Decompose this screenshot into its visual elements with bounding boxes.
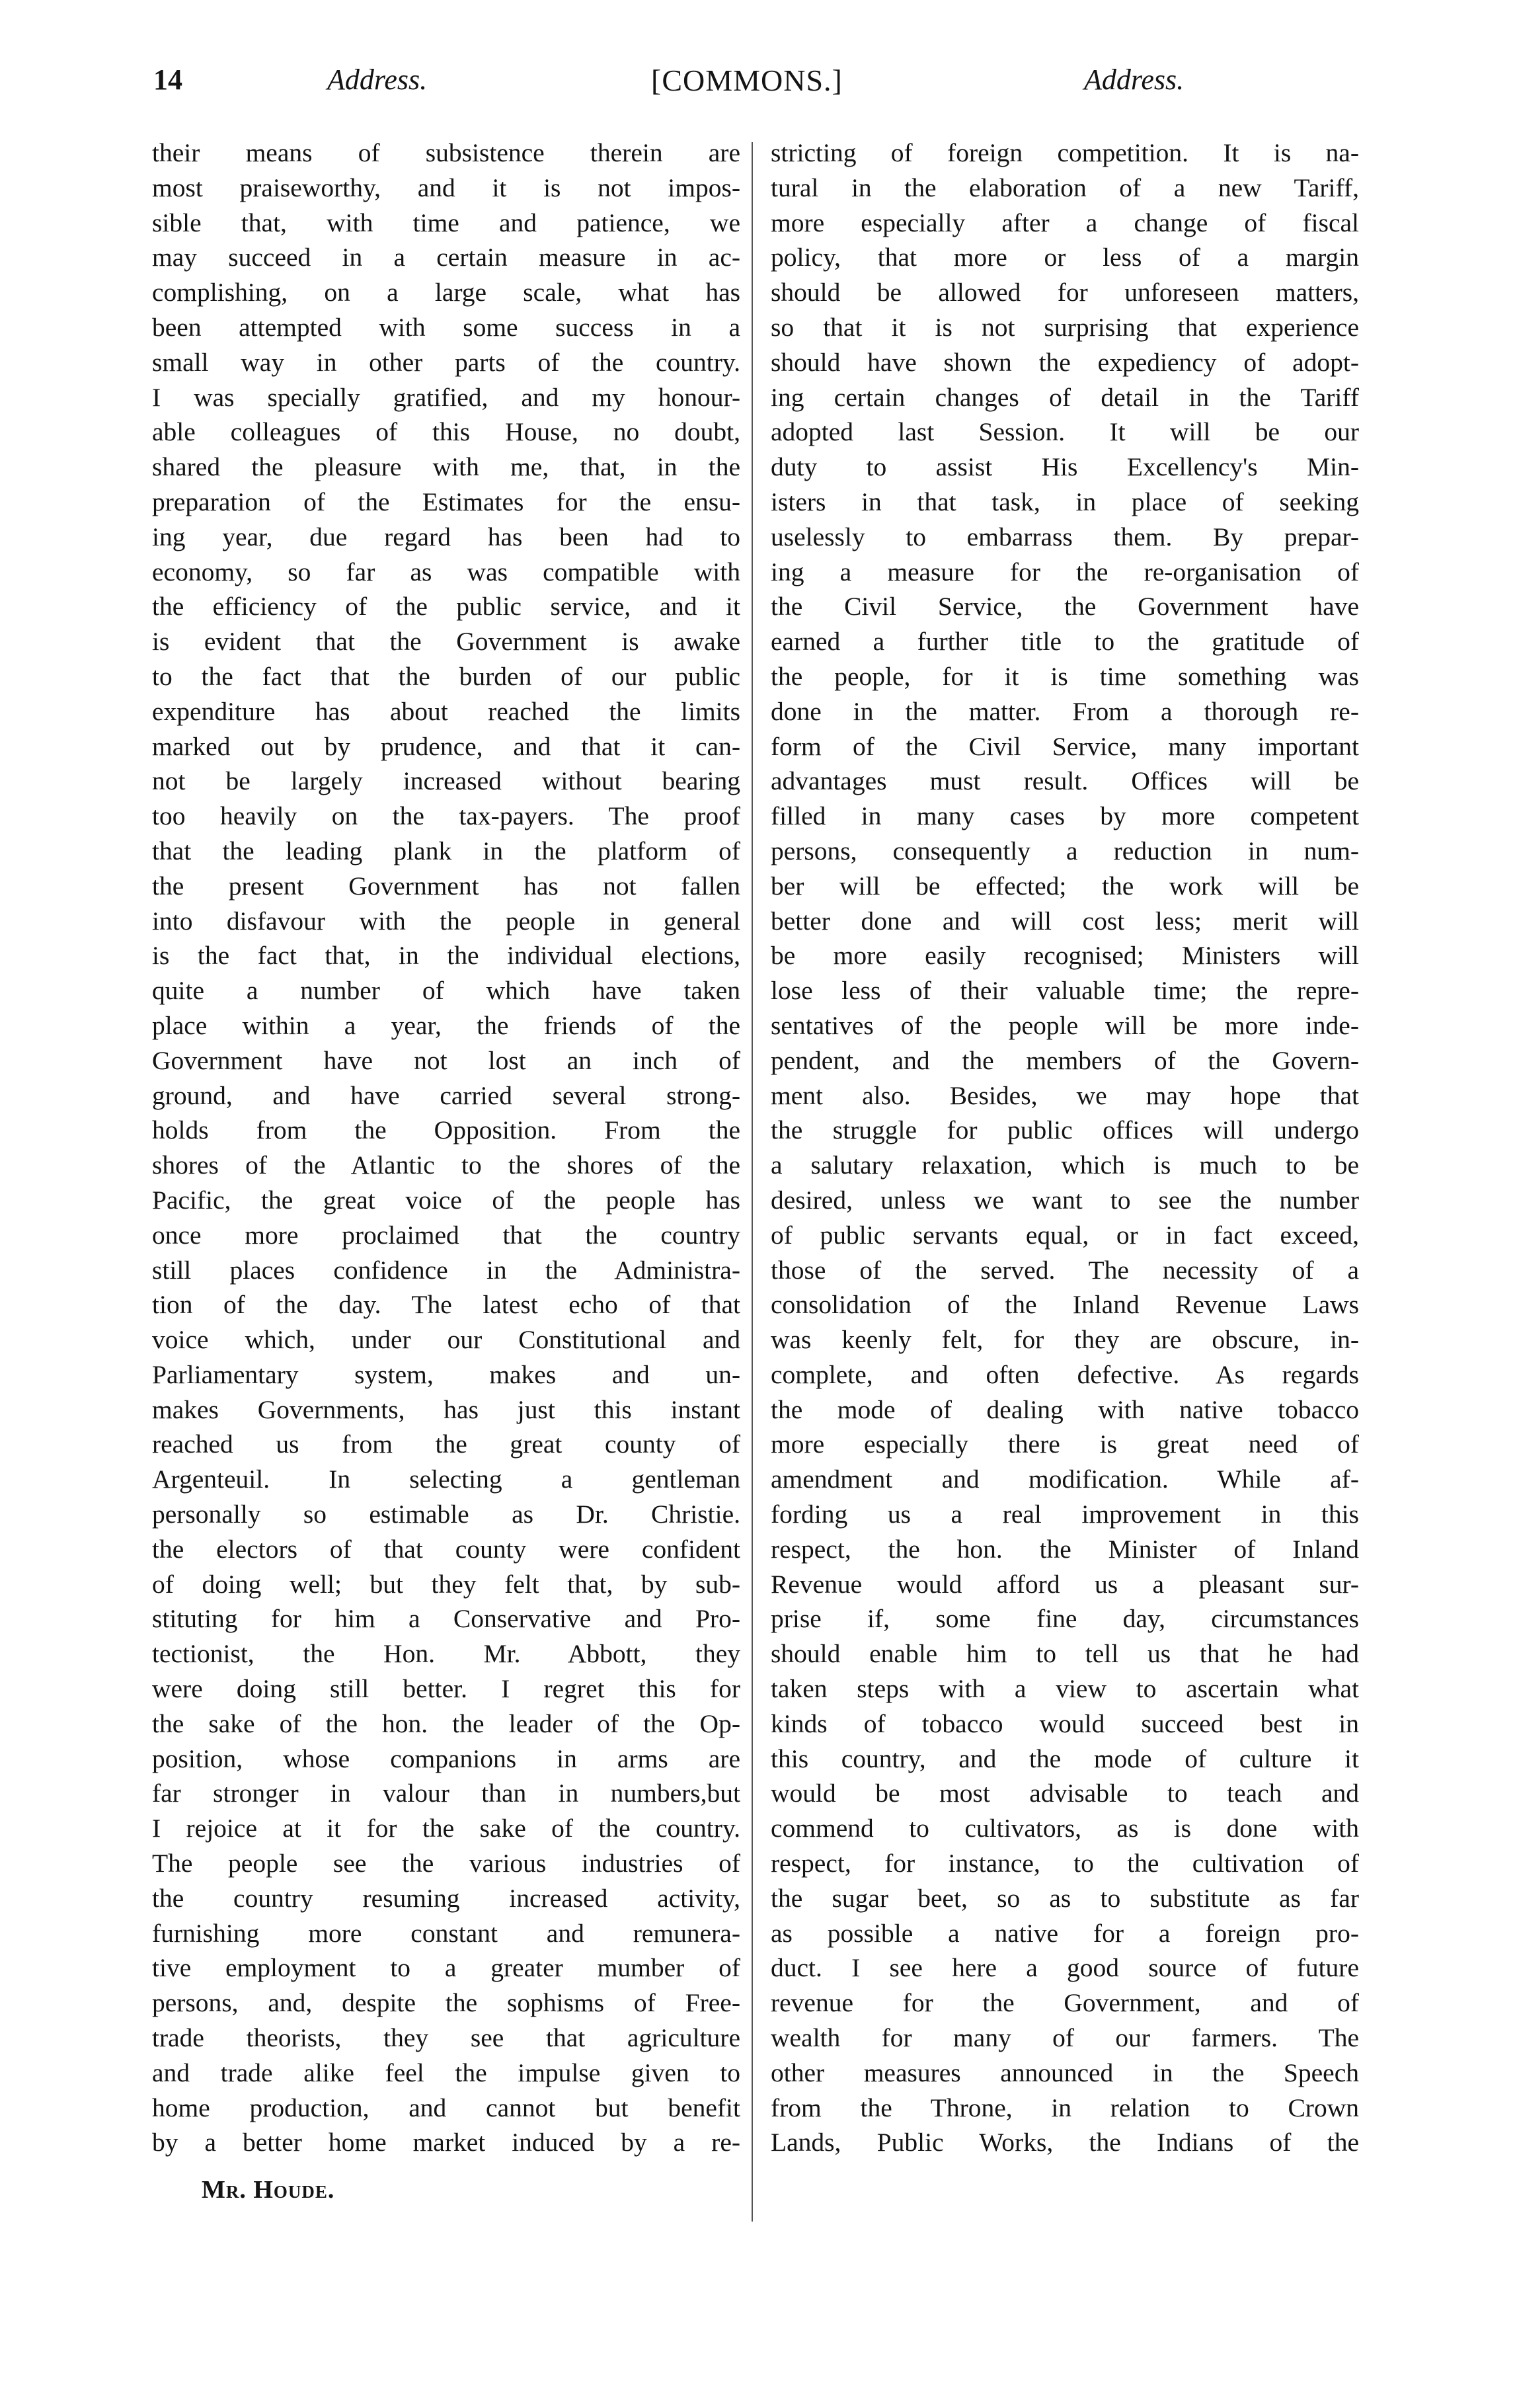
text-line: complishing, on a large scale, what has	[152, 278, 740, 307]
text-line: ing year, due regard has been had to	[152, 522, 740, 551]
text-line: able colleagues of this House, no doubt,	[152, 417, 740, 447]
text-line: more especially after a change of fiscal	[771, 208, 1359, 237]
text-line: the electors of that county were confident	[152, 1534, 740, 1564]
text-line: be more easily recognised; Ministers will	[771, 941, 1359, 971]
text-line: economy, so far as was compatible with	[152, 557, 740, 586]
text-line: better done and will cost less; merit will	[771, 906, 1359, 936]
text-line: been attempted with some success in a	[152, 312, 740, 342]
text-line: policy, that more or less of a margin	[771, 243, 1359, 272]
text-line: uselessly to embarrass them. By prepar-	[771, 522, 1359, 551]
text-line: consolidation of the Inland Revenue Laws	[771, 1290, 1359, 1320]
text-line: adopted last Session. It will be our	[771, 417, 1359, 447]
text-line: Government have not lost an inch of	[152, 1045, 740, 1075]
text-line: persons, consequently a reduction in num-	[771, 836, 1359, 865]
text-line: was keenly felt, for they are obscure, in-	[771, 1325, 1359, 1355]
text-line: preparation of the Estimates for the ensu-	[152, 487, 740, 516]
text-line: the Civil Service, the Government have	[771, 592, 1359, 622]
text-line: form of the Civil Service, many important	[771, 731, 1359, 761]
text-line: lose less of their valuable time; the repre-	[771, 976, 1359, 1006]
text-line: Argenteuil. In selecting a gentleman	[152, 1465, 740, 1494]
text-line: more especially there is great need of	[771, 1429, 1359, 1459]
text-line: to the fact that the burden of our public	[152, 661, 740, 691]
text-line: done in the matter. From a thorough re-	[771, 696, 1359, 726]
text-line: The people see the various industries of	[152, 1849, 740, 1878]
text-line: of doing well; but they felt that, by sub-	[152, 1569, 740, 1599]
text-line: Revenue would afford us a pleasant sur-	[771, 1569, 1359, 1599]
column-divider	[752, 142, 753, 2222]
text-line: the country resuming increased activity,	[152, 1883, 740, 1913]
text-line: prise if, some fine day, circumstances	[771, 1604, 1359, 1634]
text-line: that the leading plank in the platform of	[152, 836, 740, 865]
text-line: ment also. Besides, we may hope that	[771, 1080, 1359, 1110]
text-line: I was specially gratified, and my honour-	[152, 382, 740, 412]
text-line: the sake of the hon. the leader of the Op-	[152, 1708, 740, 1738]
text-line: kinds of tobacco would succeed best in	[771, 1708, 1359, 1738]
text-line: marked out by prudence, and that it can-	[152, 731, 740, 761]
text-line: ing certain changes of detail in the Tariff	[771, 382, 1359, 412]
text-line: the efficiency of the public service, and it	[152, 592, 740, 622]
text-line: tive employment to a greater mumber of	[152, 1953, 740, 1983]
text-line: tural in the elaboration of a new Tariff,	[771, 173, 1359, 202]
text-line: duct. I see here a good source of future	[771, 1953, 1359, 1983]
text-line: holds from the Opposition. From the	[152, 1115, 740, 1145]
text-line: tectionist, the Hon. Mr. Abbott, they	[152, 1639, 740, 1669]
text-line: other measures announced in the Speech	[771, 2058, 1359, 2087]
text-line: voice which, under our Constitutional and	[152, 1325, 740, 1355]
text-line: pendent, and the members of the Govern-	[771, 1045, 1359, 1075]
text-line: amendment and modification. While af-	[771, 1465, 1359, 1494]
text-line: personally so estimable as Dr. Christie.	[152, 1500, 740, 1529]
text-line: too heavily on the tax-payers. The proof	[152, 801, 740, 831]
text-line: should have shown the expediency of adopt-	[771, 347, 1359, 377]
text-line: the present Government has not fallen	[152, 871, 740, 901]
text-line: into disfavour with the people in general	[152, 906, 740, 936]
text-line: not be largely increased without bearing	[152, 766, 740, 796]
text-line: expenditure has about reached the limits	[152, 696, 740, 726]
text-line: the mode of dealing with native tobacco	[771, 1394, 1359, 1424]
text-line: by a better home market induced by a re-	[152, 2128, 740, 2157]
text-line: were doing still better. I regret this for	[152, 1674, 740, 1704]
text-line: duty to assist His Excellency's Min-	[771, 452, 1359, 482]
running-head-left: Address.	[327, 63, 428, 96]
text-line: revenue for the Government, and of	[771, 1988, 1359, 2018]
text-line: stricting of foreign competition. It is na-	[771, 138, 1359, 167]
text-line: taken steps with a view to ascertain what	[771, 1674, 1359, 1704]
text-line: advantages must result. Offices will be	[771, 766, 1359, 796]
running-head-right: Address.	[1084, 63, 1185, 96]
text-line: tion of the day. The latest echo of that	[152, 1290, 740, 1320]
text-line: Parliamentary system, makes and un-	[152, 1359, 740, 1389]
text-line: so that it is not surprising that experience	[771, 312, 1359, 342]
text-line: quite a number of which have taken	[152, 976, 740, 1006]
text-line: shores of the Atlantic to the shores of the	[152, 1150, 740, 1180]
text-line: makes Governments, has just this instant	[152, 1394, 740, 1424]
text-line: stituting for him a Conservative and Pro-	[152, 1604, 740, 1634]
text-line: reached us from the great county of	[152, 1429, 740, 1459]
text-line: fording us a real improvement in this	[771, 1500, 1359, 1529]
text-line: would be most advisable to teach and	[771, 1779, 1359, 1808]
text-line: furnishing more constant and remunera-	[152, 1918, 740, 1948]
text-line: earned a further title to the gratitude of	[771, 627, 1359, 657]
right-column	[771, 136, 1359, 2160]
text-line: ing a measure for the re-organisation of	[771, 557, 1359, 586]
text-line: a salutary relaxation, which is much to be	[771, 1150, 1359, 1180]
text-line: most praiseworthy, and it is not impos-	[152, 173, 740, 202]
text-line: as possible a native for a foreign pro-	[771, 1918, 1359, 1948]
text-line: ber will be effected; the work will be	[771, 871, 1359, 901]
text-line: far stronger in valour than in numbers,but	[152, 1779, 740, 1808]
text-line: home production, and cannot but benefit	[152, 2093, 740, 2122]
text-line: persons, and, despite the sophisms of Free-	[152, 1988, 740, 2018]
text-line: Lands, Public Works, the Indians of the	[771, 2128, 1359, 2157]
text-line: the struggle for public offices will undergo	[771, 1115, 1359, 1145]
text-line: wealth for many of our farmers. The	[771, 2023, 1359, 2053]
text-line: sentatives of the people will be more inde-	[771, 1010, 1359, 1040]
text-line: still places confidence in the Administra-	[152, 1255, 740, 1285]
text-line: from the Throne, in relation to Crown	[771, 2093, 1359, 2122]
text-line: shared the pleasure with me, that, in the	[152, 452, 740, 482]
text-line: desired, unless we want to see the number	[771, 1185, 1359, 1215]
text-line: respect, for instance, to the cultivation of	[771, 1849, 1359, 1878]
text-line: should enable him to tell us that he had	[771, 1639, 1359, 1669]
text-line: of public servants equal, or in fact exceed,	[771, 1220, 1359, 1250]
text-line: sible that, with time and patience, we	[152, 208, 740, 237]
text-line: complete, and often defective. As regards	[771, 1359, 1359, 1389]
text-line: position, whose companions in arms are	[152, 1744, 740, 1773]
page-number: 14	[153, 63, 182, 96]
text-line: respect, the hon. the Minister of Inland	[771, 1534, 1359, 1564]
text-line: once more proclaimed that the country	[152, 1220, 740, 1250]
page-header	[0, 63, 1515, 109]
text-line: is evident that the Government is awake	[152, 627, 740, 657]
text-line: filled in many cases by more competent	[771, 801, 1359, 831]
running-head-center: [COMMONS.]	[651, 63, 843, 97]
text-line: small way in other parts of the country.	[152, 347, 740, 377]
left-column	[152, 136, 740, 2160]
text-line: the people, for it is time something was	[771, 661, 1359, 691]
text-line: isters in that task, in place of seeking	[771, 487, 1359, 516]
text-line: Pacific, the great voice of the people has	[152, 1185, 740, 1215]
text-line: should be allowed for unforeseen matters,	[771, 278, 1359, 307]
text-line: and trade alike feel the impulse given to	[152, 2058, 740, 2087]
text-line: this country, and the mode of culture it	[771, 1744, 1359, 1773]
text-line: those of the served. The necessity of a	[771, 1255, 1359, 1285]
text-line: the sugar beet, so as to substitute as far	[771, 1883, 1359, 1913]
speaker-footer: Mr. Houde.	[202, 2176, 335, 2204]
text-line: commend to cultivators, as is done with	[771, 1814, 1359, 1843]
text-line: place within a year, the friends of the	[152, 1010, 740, 1040]
text-line: their means of subsistence therein are	[152, 138, 740, 167]
text-line: ground, and have carried several strong-	[152, 1080, 740, 1110]
text-line: trade theorists, they see that agriculture	[152, 2023, 740, 2053]
text-line: is the fact that, in the individual elections,	[152, 941, 740, 971]
text-line: I rejoice at it for the sake of the country.	[152, 1814, 740, 1843]
text-line: may succeed in a certain measure in ac-	[152, 243, 740, 272]
